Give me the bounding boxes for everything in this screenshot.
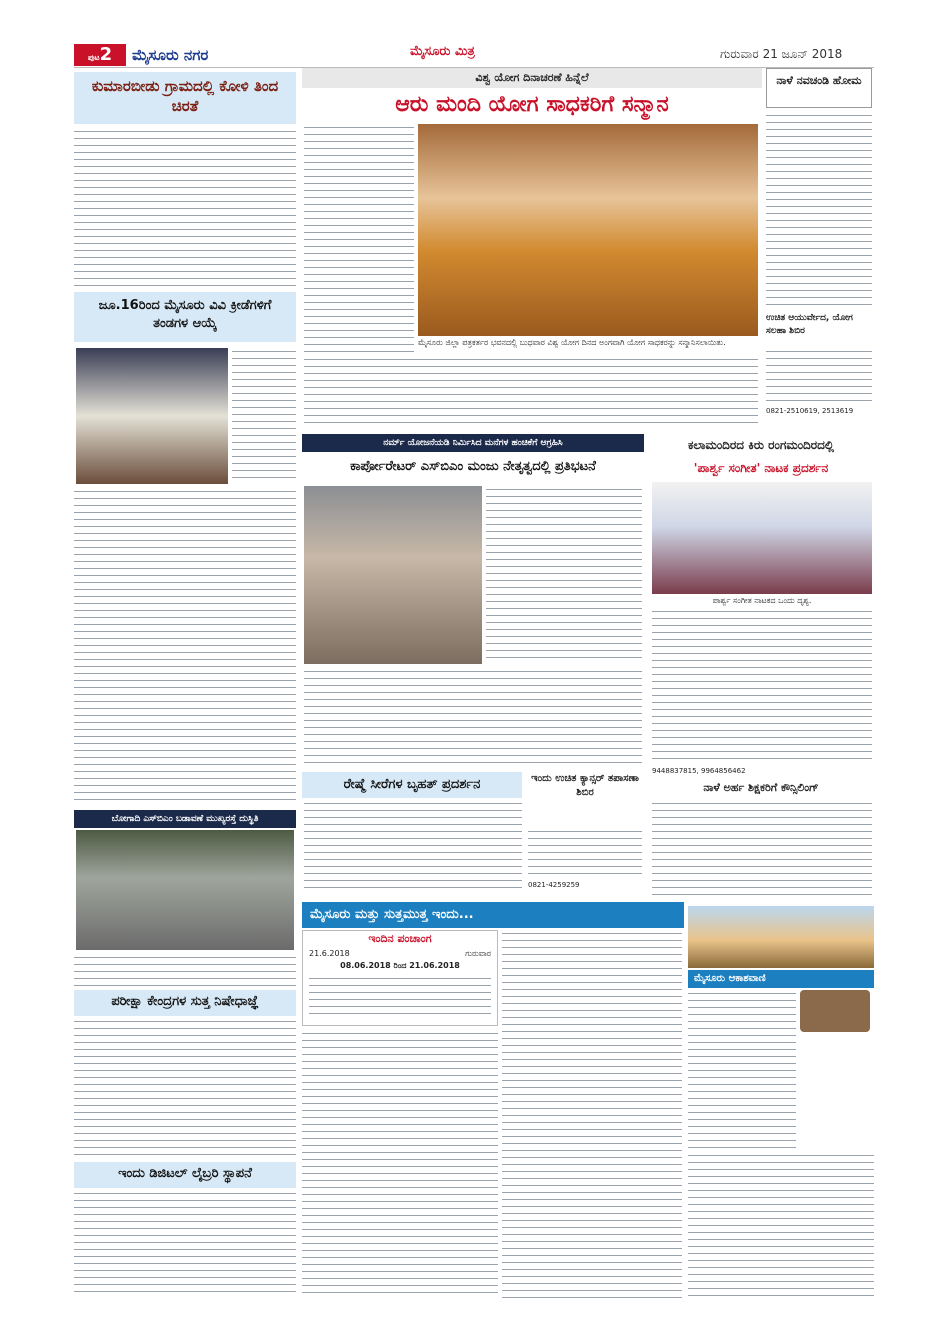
yoga-kicker: ವಿಶ್ವ ಯೋಗ ದಿನಾಚರಣೆ ಹಿನ್ನೆಲೆ xyxy=(475,71,589,84)
kalamandira-body xyxy=(652,608,872,764)
exam-body xyxy=(74,1018,296,1158)
yoga-body xyxy=(304,356,758,428)
corporator-headline: ಕಾರ್ಪೋರೇಟರ್ ಎಸ್‌ಬಿಎಂ ಮಂಜು ನೇತೃತ್ವದಲ್ಲಿ ಪ್ರತಿಭಟನೆ xyxy=(350,459,596,474)
road-headline-box xyxy=(74,810,296,828)
events-list-right xyxy=(688,1152,874,1298)
panchanga-day: ಗುರುವಾರ xyxy=(465,949,491,958)
koli-headline-box xyxy=(74,72,296,124)
kalamandira-caption: ಪಾರ್ಶ್ವ ಸಂಗೀತ ನಾಟಕದ ಒಂದು ದೃಶ್ಯ. xyxy=(712,596,812,605)
corporator-headline-box xyxy=(302,452,644,482)
panchanga-title: ಇಂದಿನ ಪಂಚಾಂಗ xyxy=(368,932,432,945)
counselling-body xyxy=(652,800,872,896)
section-title: ಮೈಸೂರು ನಗರ xyxy=(132,46,209,64)
radio-schedule xyxy=(688,990,796,1150)
panchanga-date: 21.6.2018 xyxy=(309,949,350,958)
yoga-body-left xyxy=(304,124,414,352)
cancer-body xyxy=(528,828,642,878)
navachandi-headline: ನಾಳೆ ನವಚಂಡಿ ಹೋಮ xyxy=(776,74,862,87)
exam-headline: ಪರೀಕ್ಷಾ ಕೇಂದ್ರಗಳ ಸುತ್ತ ನಿಷೇಧಾಜ್ಞೆ xyxy=(111,994,259,1009)
road-photo xyxy=(76,830,294,950)
koli-body xyxy=(74,128,296,288)
masthead: ಮೈಸೂರು ಮಿತ್ರ xyxy=(410,44,475,59)
kalamandira-headline-box xyxy=(650,434,872,456)
cancer-headline: ಇಂದು ಉಚಿತ ಕ್ಯಾನ್ಸರ್ ತಪಾಸಣಾ ಶಿಬಿರ xyxy=(531,773,639,798)
page-number: 2 xyxy=(99,44,113,65)
library-headline: ಇಂದು ಡಿಜಿಟಲ್ ಲೈಬ್ರರಿ ಸ್ಥಾಪನೆ xyxy=(118,1166,252,1181)
exam-headline-box xyxy=(74,990,296,1016)
ayurveda-phone: 0821-2510619, 2513619 xyxy=(766,407,854,415)
radio-icon xyxy=(800,990,870,1032)
events-banner-text: ಮೈಸೂರು ಮತ್ತು ಸುತ್ತಮುತ್ತ ಇಂದು... xyxy=(310,907,474,922)
library-body xyxy=(74,1190,296,1298)
radio-title-box xyxy=(688,970,874,988)
vv-body xyxy=(74,488,296,806)
panchanga-box xyxy=(302,930,498,1026)
yoga-headline-box xyxy=(302,88,762,122)
counselling-headline: ನಾಳೆ ಅರ್ಹ ಶಿಕ್ಷಕರಿಗೆ ಕೌನ್ಸಿಲಿಂಗ್ xyxy=(703,781,819,794)
page-number-badge xyxy=(74,44,126,66)
yoga-kicker-box xyxy=(302,68,762,88)
library-headline-box xyxy=(74,1162,296,1188)
cancer-headline-box xyxy=(528,772,642,826)
events-banner xyxy=(302,902,684,928)
navachandi-body xyxy=(766,112,872,308)
reshme-headline: ರೇಷ್ಮೆ ಸೀರೆಗಳ ಬೃಹತ್ ಪ್ರದರ್ಶನ xyxy=(343,777,481,792)
yoga-caption: ಮೈಸೂರು ಜಿಲ್ಲಾ ಪತ್ರಕರ್ತರ ಭವನದಲ್ಲಿ ಬುಧವಾರ ವಿಶ್ವ ಯೋಗ ದಿನದ ಅಂಗವಾಗಿ ಯೋಗ ಸಾಧಕರನ್ನು ಸನ್ಮಾನಿಸಲಾಯಿತು. xyxy=(418,338,726,347)
lamp-lighting-photo xyxy=(76,348,228,484)
date: ಗುರುವಾರ 21 ಜೂನ್ 2018 xyxy=(720,47,843,61)
kalamandira-subhead-box xyxy=(650,456,872,480)
palace-photo xyxy=(688,906,874,968)
radio-title: ಮೈಸೂರು ಆಕಾಶವಾಣಿ xyxy=(694,973,766,984)
panchanga-range: 08.06.2018 ರಿಂದ 21.06.2018 xyxy=(340,961,460,970)
kalamandira-subhead: 'ಪಾರ್ಶ್ವ ಸಂಗೀತ' ನಾಟಕ ಪ್ರದರ್ಶನ xyxy=(693,461,829,475)
koli-headline: ಕುಮಾರಬೀಡು ಗ್ರಾಮದಲ್ಲಿ ಕೋಳಿ ತಿಂದ ಚಿರತೆ xyxy=(91,77,279,115)
vv-headline: ಜೂ.16ರಿಂದ ಮೈಸೂರು ವಿವಿ ಕ್ರೀಡೆಗಳಿಗೆ ತಂಡಗಳ ಆಯ್ಕೆ xyxy=(98,298,272,331)
road-caption xyxy=(74,954,296,986)
yoga-headline: ಆರು ಮಂದಿ ಯೋಗ ಸಾಧಕರಿಗೆ ಸನ್ಮಾನ xyxy=(395,92,669,117)
road-headline: ಬೋಗಾದಿ ಎಸ್‌ಬಿಎಂ ಬಡಾವಣೆ ಮುಖ್ಯರಸ್ತೆ ದುಸ್ಥಿತಿ xyxy=(111,814,259,824)
counselling-headline-box xyxy=(650,778,872,798)
ayurveda-body xyxy=(766,348,872,404)
corporator-kicker: ನರ್ಮ್ ಯೋಜನೆಯಡಿ ನಿರ್ಮಿಸಿದ ಮನೆಗಳ ಹಂಚಿಕೆಗೆ ಆಗ್ರಹಿಸಿ xyxy=(383,438,563,448)
vv-headline-box xyxy=(74,292,296,342)
ayurveda-headline: ಉಚಿತ ಆಯುರ್ವೇದ, ಯೋಗ ಸಲಹಾ ಶಿಬಿರ xyxy=(766,313,853,336)
corporator-body-right xyxy=(486,486,642,664)
events-list-left xyxy=(302,1030,498,1298)
panchanga-details xyxy=(309,975,491,1015)
ayurveda-headline-box xyxy=(766,312,872,346)
yoga-felicitation-photo xyxy=(418,124,758,336)
stage-photo xyxy=(652,482,872,594)
events-list-middle xyxy=(502,930,682,1298)
reshme-body xyxy=(304,800,522,892)
cancer-phone: 0821-4259259 xyxy=(528,881,580,889)
corporator-body xyxy=(304,668,642,768)
kalamandira-headline: ಕಲಾಮಂದಿರದ ಕಿರು ರಂಗಮಂದಿರದಲ್ಲಿ xyxy=(688,438,834,452)
navachandi-headline-box xyxy=(766,68,872,108)
kalamandira-phone: 9448837815, 9964856462 xyxy=(652,767,746,775)
corporator-kicker-box xyxy=(302,434,644,452)
vv-photo-caption xyxy=(232,348,296,484)
page-label: ಪುಟ xyxy=(87,53,100,62)
protest-photo xyxy=(304,486,482,664)
reshme-headline-box xyxy=(302,772,522,798)
